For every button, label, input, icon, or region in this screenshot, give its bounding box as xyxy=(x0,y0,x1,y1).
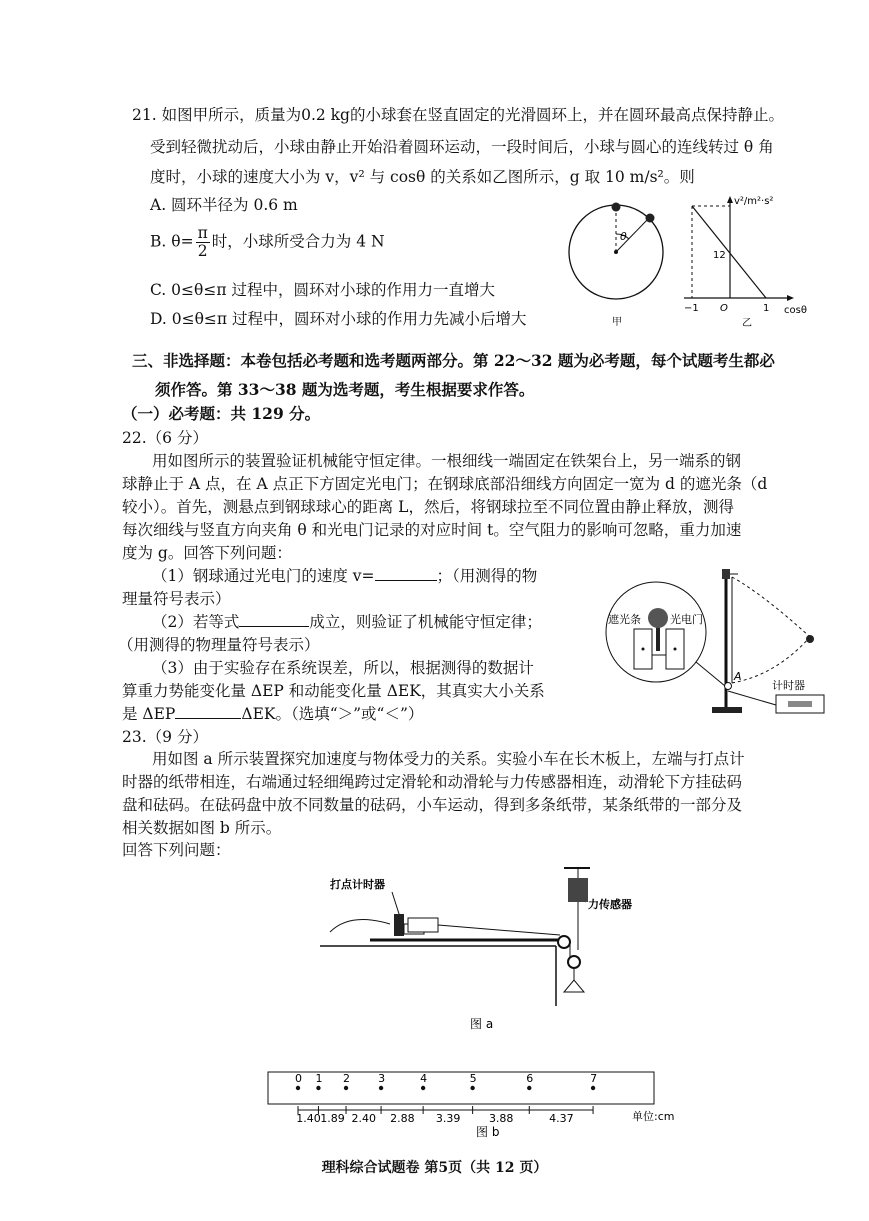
q22-para-4: 每次细线与竖直方向夹角 θ 和光电门记录的对应时间 t。空气阻力的影响可忽略，重力加速 xyxy=(122,521,742,539)
force-sensor xyxy=(568,878,588,902)
timer-cable xyxy=(728,691,776,705)
tape-point-label: 3 xyxy=(378,1072,386,1085)
tape-dot xyxy=(421,1086,425,1090)
label-light-strip: 遮光条 xyxy=(608,613,641,626)
steel-ball xyxy=(648,608,668,628)
fixed-pulley xyxy=(558,936,570,948)
q21-option-a: A. 圆环半径为 0.6 m xyxy=(150,196,298,214)
label-timer: 计时器 xyxy=(772,679,805,692)
dot-timer xyxy=(394,914,404,936)
q21-option-d: D. 0≤θ≤π 过程中，圆环对小球的作用力先减小后增大 xyxy=(150,310,527,328)
ball-swung xyxy=(806,635,814,643)
q22-sub2-cont: （用测得的物理量符号表示） xyxy=(118,636,320,654)
pendulum-apparatus-figure xyxy=(604,565,836,727)
q22-sub3-cont: 算重力势能变化量 ΔEP 和动能变化量 ΔEK，其真实大小关系 xyxy=(122,682,545,700)
tape-dot xyxy=(470,1086,474,1090)
q21-line3: 度时，小球的速度大小为 v，v² 与 cosθ 的关系如乙图所示，g 取 10 m/s²。则 xyxy=(150,168,695,186)
tape-point-label: 5 xyxy=(469,1072,477,1085)
q21-line1: 21. 如图甲所示，质量为0.2 kg的小球套在竖直固定的光滑圆环上，并在圆环最高点保持静止。 xyxy=(132,106,784,124)
gap-label: 4.37 xyxy=(549,1112,574,1125)
timer-display xyxy=(788,701,812,707)
gap-label: 2.40 xyxy=(351,1112,377,1125)
q23-para-2: 时器的纸带相连，右端通过轻细绳跨过定滑轮和动滑轮与力传感器相连，动滑轮下方挂砝码 xyxy=(122,773,743,791)
caption-figure-b: 图 b xyxy=(476,1125,500,1139)
page-footer: 理科综合试题卷 第5页（共 12 页） xyxy=(321,1160,548,1176)
paper-tape xyxy=(330,920,390,933)
answer-blank-1[interactable] xyxy=(375,566,437,581)
caption-figure-a: 图 a xyxy=(470,1017,494,1031)
label-dot-timer: 打点计时器 xyxy=(330,878,385,891)
q22-para-5: 度为 g。回答下列问题： xyxy=(122,544,292,562)
tape-dot xyxy=(591,1086,595,1090)
clamp-top xyxy=(722,569,730,579)
tape-dot xyxy=(344,1086,348,1090)
tape-point-label: 2 xyxy=(343,1072,351,1085)
label-photogate: 光电门 xyxy=(670,613,703,626)
q22-sub1: （1）钢球通过光电门的速度 v= ；（用测得的物 xyxy=(152,567,538,585)
moving-pulley xyxy=(568,956,580,968)
answer-blank-3[interactable] xyxy=(175,704,241,719)
gap-label: 2.88 xyxy=(390,1112,415,1125)
gap-label: 1.40 xyxy=(296,1112,321,1125)
q22-header: 22.（6 分） xyxy=(122,429,208,447)
q22-sub3-answer: 是 ΔEP ΔEK。（选填“＞”或“＜”） xyxy=(122,705,424,723)
q23-para-5: 回答下列问题： xyxy=(122,841,231,859)
q23-para-4: 相关数据如图 b 所示。 xyxy=(122,819,282,837)
tick-12: 12 xyxy=(713,250,726,261)
tape-point-label: 1 xyxy=(315,1072,323,1085)
gap-label: 1.89 xyxy=(320,1112,345,1125)
q22-para-1: 用如图所示的装置验证机械能守恒定律。一根细线一端固定在铁架台上，另一端系的钢 xyxy=(152,452,742,470)
q22-sub3: （3）由于实验存在系统误差，所以，根据测得的数据计 xyxy=(152,659,534,677)
string-swung xyxy=(732,577,810,637)
weight-pan xyxy=(564,980,584,992)
figure-b-paper-tape xyxy=(264,1062,694,1140)
q23-para-3: 盘和砝码。在砝码盘中放不同数量的砝码，小车运动，得到多条纸带，某条纸带的一部分及 xyxy=(122,796,743,814)
tape-dot xyxy=(379,1086,383,1090)
tape-dot xyxy=(527,1086,531,1090)
section3-line1: 三、非选择题：本卷包括必考题和选考题两部分。第 22～32 题为必考题，每个试题考生都必 xyxy=(132,351,775,370)
tape-point-label: 4 xyxy=(420,1072,428,1085)
stand-base xyxy=(712,707,742,713)
answer-blank-2[interactable] xyxy=(239,612,309,627)
ball-top xyxy=(612,203,621,212)
x-arrow xyxy=(787,295,794,301)
tape-dot xyxy=(316,1086,320,1090)
ball-moved xyxy=(646,214,655,223)
cart-rope xyxy=(438,925,560,935)
tick-1: 1 xyxy=(763,303,770,314)
q22-sub2: （2）若等式 成立，则验证了机械能守恒定律； xyxy=(152,613,542,631)
graph-line xyxy=(692,206,766,298)
tick-minus1: −1 xyxy=(684,303,699,314)
gate-dot-right xyxy=(674,648,677,651)
tape-point-label: 6 xyxy=(526,1072,534,1085)
timer-pointer xyxy=(392,892,400,917)
tape-point-label: 7 xyxy=(590,1072,598,1085)
figure-a-apparatus xyxy=(320,862,640,1037)
tape-dot xyxy=(296,1086,300,1090)
q21-line2: 受到轻微扰动后，小球由静止开始沿着圆环运动，一段时间后，小球与圆心的连线转过 θ 角 xyxy=(150,138,774,156)
point-a-label: A xyxy=(734,670,742,683)
section3-line2: 须作答。第 33～38 题为选考题，考生根据要求作答。 xyxy=(155,380,535,399)
caption-jia: 甲 xyxy=(612,317,622,328)
q23-header: 23.（9 分） xyxy=(122,728,208,746)
unit-label: 单位:cm xyxy=(632,1110,675,1123)
gate-dot-left xyxy=(642,648,645,651)
label-force-sensor: 力传感器 xyxy=(588,898,632,911)
gap-label: 3.88 xyxy=(488,1112,514,1125)
circle-figure-jia xyxy=(562,198,678,328)
q21-option-c: C. 0≤θ≤π 过程中，圆环对小球的作用力一直增大 xyxy=(150,281,495,299)
center-dot xyxy=(614,250,618,254)
tick-origin: O xyxy=(720,303,728,314)
q21-option-b: B. θ= $\frac{\pi}{2}$ 时，小球所受合力为 4 N xyxy=(150,224,385,260)
x-label: cosθ xyxy=(784,305,807,316)
q22-para-2: 球静止于 A 点，在 A 点正下方固定光电门；在钢球底部沿细线方向固定一宽为 d 的遮光条（d xyxy=(122,475,768,493)
y-label: v²/m²·s² xyxy=(734,196,774,207)
section3-subheading: （一）必考题：共 129 分。 xyxy=(122,404,321,423)
v2-cos-graph-yi xyxy=(678,192,818,328)
q22-sub1-cont: 理量符号表示） xyxy=(122,590,231,608)
cart xyxy=(408,918,438,932)
theta-label: θ xyxy=(620,230,627,243)
magnify-pointer xyxy=(696,662,725,686)
gap-label: 3.39 xyxy=(435,1112,461,1125)
q22-para-3: 较小）。首先，测悬点到钢球球心的距离 L，然后，将钢球拉至不同位置由静止释放，测得 xyxy=(122,498,734,516)
swing-path xyxy=(732,637,810,683)
q23-para-1: 用如图 a 所示装置探究加速度与物体受力的关系。实验小车在长木板上，左端与打点计 xyxy=(152,750,745,768)
ball-rest xyxy=(725,683,732,690)
caption-yi: 乙 xyxy=(742,318,752,328)
y-arrow xyxy=(727,196,733,203)
tape-point-label: 0 xyxy=(295,1072,302,1085)
